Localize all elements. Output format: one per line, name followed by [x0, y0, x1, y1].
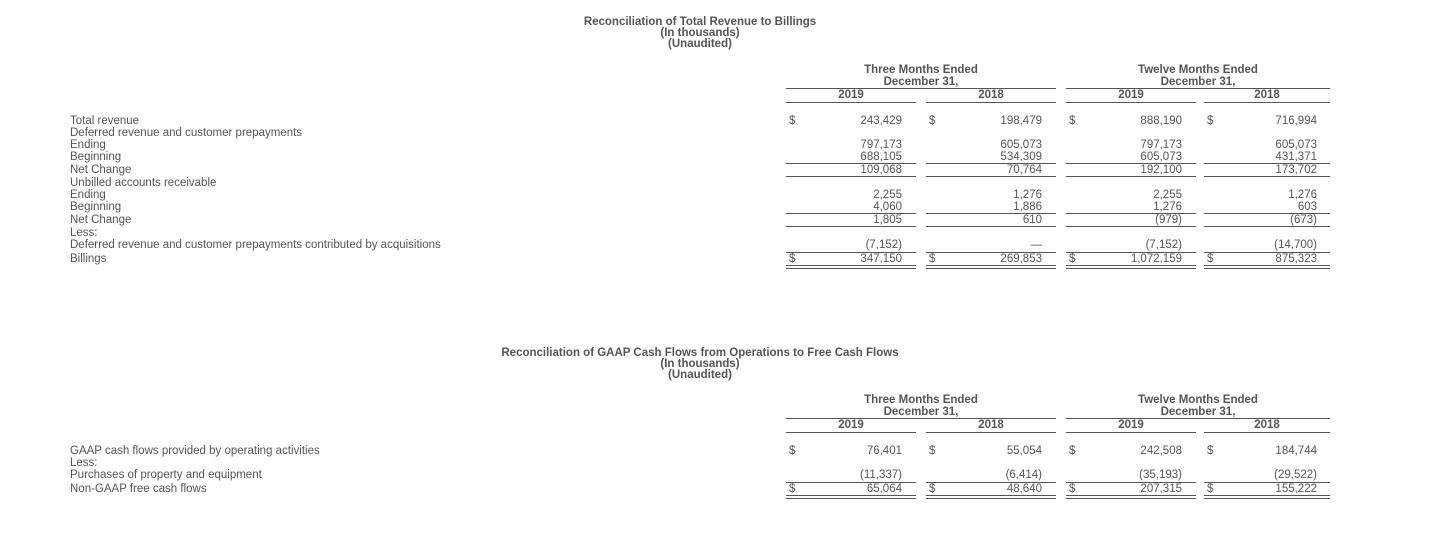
currency-symbol: $ — [789, 253, 796, 265]
total-rule — [1066, 176, 1196, 177]
row-label: Less: — [70, 457, 98, 469]
row-label: Net Change — [70, 164, 132, 176]
table-cell: (14,700) — [1274, 239, 1317, 251]
table-cell: 1,805 — [873, 214, 902, 226]
table-cell: (7,152) — [1145, 239, 1182, 251]
currency-symbol: $ — [789, 115, 796, 127]
table-cell: 534,309 — [1000, 151, 1042, 163]
table-cell: 603 — [1297, 201, 1317, 213]
row-label: Deferred revenue and customer prepayments — [70, 127, 303, 139]
row-label: Net Change — [70, 214, 132, 226]
table-cell: 70,764 — [1006, 164, 1042, 176]
table-cell: 242,508 — [1140, 445, 1182, 457]
year-rule — [1204, 102, 1330, 103]
table-cell: 1,276 — [1288, 189, 1317, 201]
row-label: Ending — [70, 139, 106, 151]
table-cell: 610 — [1022, 214, 1042, 226]
table-cell: 347,150 — [860, 253, 902, 265]
table-cell: 76,401 — [866, 445, 902, 457]
year-header: 2018 — [1254, 89, 1280, 101]
year-header: 2019 — [838, 419, 864, 431]
table-cell: 888,190 — [1140, 115, 1182, 127]
table-cell: 198,479 — [1000, 115, 1042, 127]
currency-symbol: $ — [929, 445, 936, 457]
currency-symbol: $ — [1069, 253, 1076, 265]
table-cell: 269,853 — [1000, 253, 1042, 265]
table-cell: 55,054 — [1006, 445, 1042, 457]
fcf-note: (Unaudited) — [668, 369, 732, 381]
table-cell: 65,064 — [866, 483, 902, 495]
fcf-subtitle: (In thousands) — [660, 358, 740, 370]
header-rule — [786, 418, 1056, 419]
header-rule — [1066, 418, 1330, 419]
table-cell: 431,371 — [1275, 151, 1317, 163]
year-rule — [926, 432, 1056, 433]
billings-note: (Unaudited) — [668, 38, 732, 50]
grand-total-double-rule — [786, 495, 916, 499]
table-cell: (673) — [1290, 214, 1317, 226]
row-label: Non-GAAP free cash flows — [70, 483, 207, 495]
year-header: 2019 — [838, 89, 864, 101]
billings-title: Reconciliation of Total Revenue to Billings — [583, 16, 817, 28]
row-label: Less: — [70, 227, 98, 239]
grand-total-double-rule — [1066, 495, 1196, 499]
year-rule — [786, 102, 916, 103]
year-rule — [1066, 102, 1196, 103]
row-label: Total revenue — [70, 115, 140, 127]
table-cell: 605,073 — [1140, 151, 1182, 163]
fcf-title: Reconciliation of GAAP Cash Flows from Operations to Free Cash Flows — [501, 347, 899, 359]
currency-symbol: $ — [929, 483, 936, 495]
row-label: Beginning — [70, 151, 122, 163]
currency-symbol: $ — [789, 483, 796, 495]
billings-group-twelve-months — [1066, 65, 1330, 88]
currency-symbol: $ — [1207, 115, 1214, 127]
table-cell: (6,414) — [1005, 469, 1042, 481]
fcf-group-twelve-months — [1066, 395, 1330, 418]
group-sublabel: December 31, — [1160, 75, 1236, 88]
year-header: 2018 — [978, 89, 1004, 101]
year-header: 2018 — [978, 419, 1004, 431]
grand-total-double-rule — [1204, 265, 1330, 269]
group-sublabel: December 31, — [883, 405, 959, 418]
fcf-group-three-months — [786, 395, 1056, 418]
table-cell: 1,276 — [1153, 201, 1182, 213]
year-header: 2019 — [1118, 419, 1144, 431]
table-cell: 192,100 — [1140, 164, 1182, 176]
year-rule — [1066, 432, 1196, 433]
currency-symbol: $ — [789, 445, 796, 457]
group-label: Twelve Months Ended — [1138, 394, 1258, 406]
table-cell: 1,276 — [1013, 189, 1042, 201]
table-cell: 48,640 — [1006, 483, 1042, 495]
group-label: Three Months Ended — [864, 394, 978, 406]
currency-symbol: $ — [1207, 483, 1214, 495]
grand-total-double-rule — [786, 265, 916, 269]
table-cell: 109,068 — [860, 164, 902, 176]
table-cell: 797,173 — [1140, 139, 1182, 151]
table-cell: (29,522) — [1274, 469, 1317, 481]
table-cell: (979) — [1155, 214, 1182, 226]
table-cell: 1,072,159 — [1130, 253, 1182, 265]
year-rule — [1204, 432, 1330, 433]
table-cell: 2,255 — [873, 189, 902, 201]
table-cell: 605,073 — [1275, 139, 1317, 151]
table-cell: 184,744 — [1275, 445, 1317, 457]
currency-symbol: $ — [1207, 445, 1214, 457]
currency-symbol: $ — [1069, 483, 1076, 495]
table-cell: 155,222 — [1275, 483, 1317, 495]
group-label: Twelve Months Ended — [1138, 64, 1258, 76]
grand-total-double-rule — [1066, 265, 1196, 269]
table-cell: — — [1030, 239, 1042, 251]
total-rule — [1204, 226, 1330, 227]
table-cell: 797,173 — [860, 139, 902, 151]
row-label: GAAP cash flows provided by operating activities — [70, 445, 320, 457]
table-cell: 4,060 — [873, 201, 902, 213]
grand-total-double-rule — [1204, 495, 1330, 499]
total-rule — [1066, 226, 1196, 227]
total-rule — [926, 226, 1056, 227]
table-cell: 207,315 — [1140, 483, 1182, 495]
table-cell: 688,105 — [860, 151, 902, 163]
table-cell: (11,337) — [860, 469, 902, 481]
table-cell: (7,152) — [865, 239, 902, 251]
header-rule — [786, 88, 1056, 89]
total-rule — [786, 226, 916, 227]
group-sublabel: December 31, — [1160, 405, 1236, 418]
total-rule — [786, 176, 916, 177]
header-rule — [1066, 88, 1330, 89]
row-label: Purchases of property and equipment — [70, 469, 262, 481]
row-label: Unbilled accounts receivable — [70, 177, 217, 189]
grand-total-double-rule — [926, 265, 1056, 269]
table-cell: 2,255 — [1153, 189, 1182, 201]
total-rule — [926, 176, 1056, 177]
row-label: Deferred revenue and customer prepayments contributed by acquisitions — [70, 239, 441, 251]
year-header: 2019 — [1118, 89, 1144, 101]
currency-symbol: $ — [929, 115, 936, 127]
billings-group-three-months — [786, 65, 1056, 88]
table-cell: 173,702 — [1275, 164, 1317, 176]
table-cell: 1,886 — [1013, 201, 1042, 213]
year-rule — [926, 102, 1056, 103]
grand-total-double-rule — [926, 495, 1056, 499]
row-label: Billings — [70, 253, 107, 265]
year-rule — [786, 432, 916, 433]
billings-subtitle: (In thousands) — [660, 27, 740, 39]
year-header: 2018 — [1254, 419, 1280, 431]
row-label: Beginning — [70, 201, 122, 213]
currency-symbol: $ — [1069, 445, 1076, 457]
currency-symbol: $ — [1207, 253, 1214, 265]
group-sublabel: December 31, — [883, 75, 959, 88]
billings-title-block — [450, 17, 950, 50]
currency-symbol: $ — [929, 253, 936, 265]
table-cell: (35,193) — [1139, 469, 1182, 481]
currency-symbol: $ — [1069, 115, 1076, 127]
table-cell: 605,073 — [1000, 139, 1042, 151]
table-cell: 716,994 — [1275, 115, 1317, 127]
total-rule — [1204, 176, 1330, 177]
table-cell: 875,323 — [1275, 253, 1317, 265]
row-label: Ending — [70, 189, 106, 201]
table-cell: 243,429 — [860, 115, 902, 127]
fcf-title-block — [448, 348, 952, 381]
group-label: Three Months Ended — [864, 64, 978, 76]
